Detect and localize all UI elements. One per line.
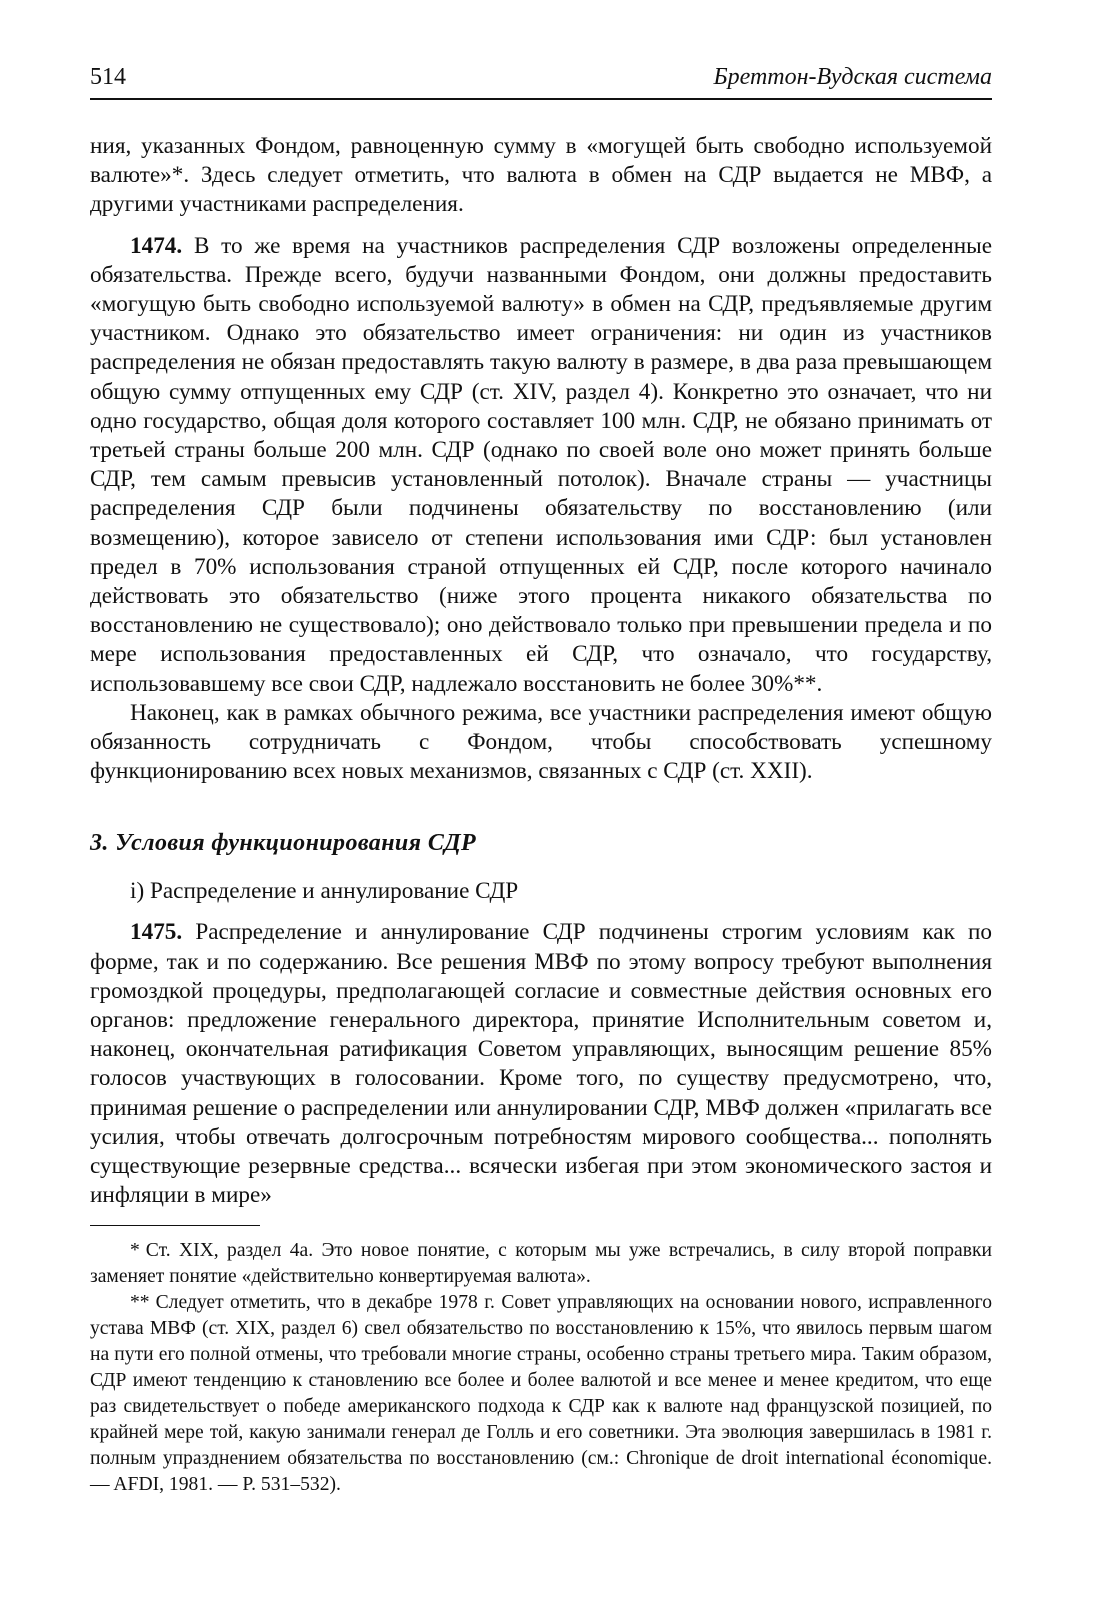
footnote-divider xyxy=(90,1225,260,1226)
footnote-mark: ** xyxy=(130,1291,150,1313)
footnote-mark: * xyxy=(130,1239,140,1261)
footnote xyxy=(90,1290,992,1498)
book-page xyxy=(90,58,992,1498)
paragraph-text: В то же время на участников распределения СДР возложены определенные обязательства. Прежде всего, будучи названными Фондом, они должны предоставить «могущую быть свободно используемой валюту» в обмен на СДР, предъявляемые другим участником. Однако это обязательство имеет ограничения: ни один из участников распределения не обязан предоставлять такую валюту в размере, в два раза превышающем общую сумму отпущенных ему СДР (ст. XIV, раздел 4). Конкретно это означает, что ни одно государство, общая доля которого составляет 100 млн. СДР, не обязано принимать от третьей страны больше 200 млн. СДР (однако по своей воле оно может принять больше СДР, тем самым превысив установленный потолок). Вначале страны — участницы распределения СДР были подчинены обязательству по восстановлению (или возмещению), которое зависело от степени использования ими СДР: был установлен предел в 70% использования страной отпущенных ей СДР, после которого начинало действовать это обязательство (ниже этого процента никакого обязательства по восстановлению не существовало); оно действовало только при превышении предела и по мере использования предоставленных ей СДР, что означало, что государству, использовавшему все свои СДР, надлежало восстановить не более 30%**. xyxy=(90,232,992,697)
page-number: 514 xyxy=(90,64,126,90)
paragraph-finally: Наконец, как в рамках обычного режима, все участники распределения имеют общую обязанность сотрудничать с Фондом, чтобы способствовать успешному функционированию всех новых механизмов, связанных с СДР (ст. XXII). xyxy=(90,699,992,785)
paragraph-text: Распределение и аннулирование СДР подчинены строгим условиям как по форме, так и по содержанию. Все решения МВФ по этому вопросу требуют выполнения громоздкой процедуры, предполагающей согласие и совместные действия основных его органов: предложение генерального директора, принятие Исполнительным советом и, наконец, окончательная ратификация Советом управляющих, выносящим решение 85% голосов участвующих в голосовании. Кроме того, по существу предусмотрено, что, принимая решение о распределении или аннулировании СДР, МВФ должен «прилагать все усилия, чтобы отвечать долгосрочным потребностям мирового сообщества... пополнять существующие резервные средства... всячески избегая при этом экономического застоя и инфляции в мире» xyxy=(90,919,992,1209)
footnote xyxy=(90,1238,992,1290)
subsection-heading: i) Распределение и аннулирование СДР xyxy=(130,878,519,905)
paragraph-number: 1475. xyxy=(130,919,183,946)
main-text xyxy=(90,132,992,1211)
running-title: Бреттон-Вудская система xyxy=(713,64,992,90)
paragraph-1474 xyxy=(90,232,992,699)
paragraph-1475 xyxy=(90,918,992,1210)
footnotes xyxy=(90,1238,992,1498)
section-heading: 3. Условия функционирования СДР xyxy=(90,830,477,857)
footnote-text: Следует отметить, что в декабре 1978 г. Совет управляющих на основании нового, исправленного устава МВФ (ст. XIX, раздел 6) свел обязательство по восстановлению к 15%, что явилось первым шагом на пути его полной отмены, что требовали многие страны, особенно страны третьего мира. Таким образом, СДР имеют тенденцию к становлению все более и более валютой и все менее и менее кредитом, что еще раз свидетельствует о победе американского подхода к СДР как к валюте над французской позицией, по крайней мере той, какую занимали генерал де Голль и его советники. Эта эволюция завершилась в 1981 г. полным упразднением обязательства по восстановлению (см.: Chronique de droit international économique. — AFDI, 1981. — P. 531–532). xyxy=(90,1291,992,1495)
page-header xyxy=(90,58,992,100)
footnote-text: Ст. XIX, раздел 4а. Это новое понятие, с которым мы уже встречались, в силу второй поправки заменяет понятие «действительно конвертируемая валюта». xyxy=(90,1239,992,1287)
paragraph-number: 1474. xyxy=(130,232,183,259)
paragraph-continuation: ния, указанных Фондом, равноценную сумму в «могущей быть свободно используемой валюте»*. Здесь следует отметить, что валюта в обмен на СДР выдается не МВФ, а другими участниками распределения. xyxy=(90,133,992,218)
